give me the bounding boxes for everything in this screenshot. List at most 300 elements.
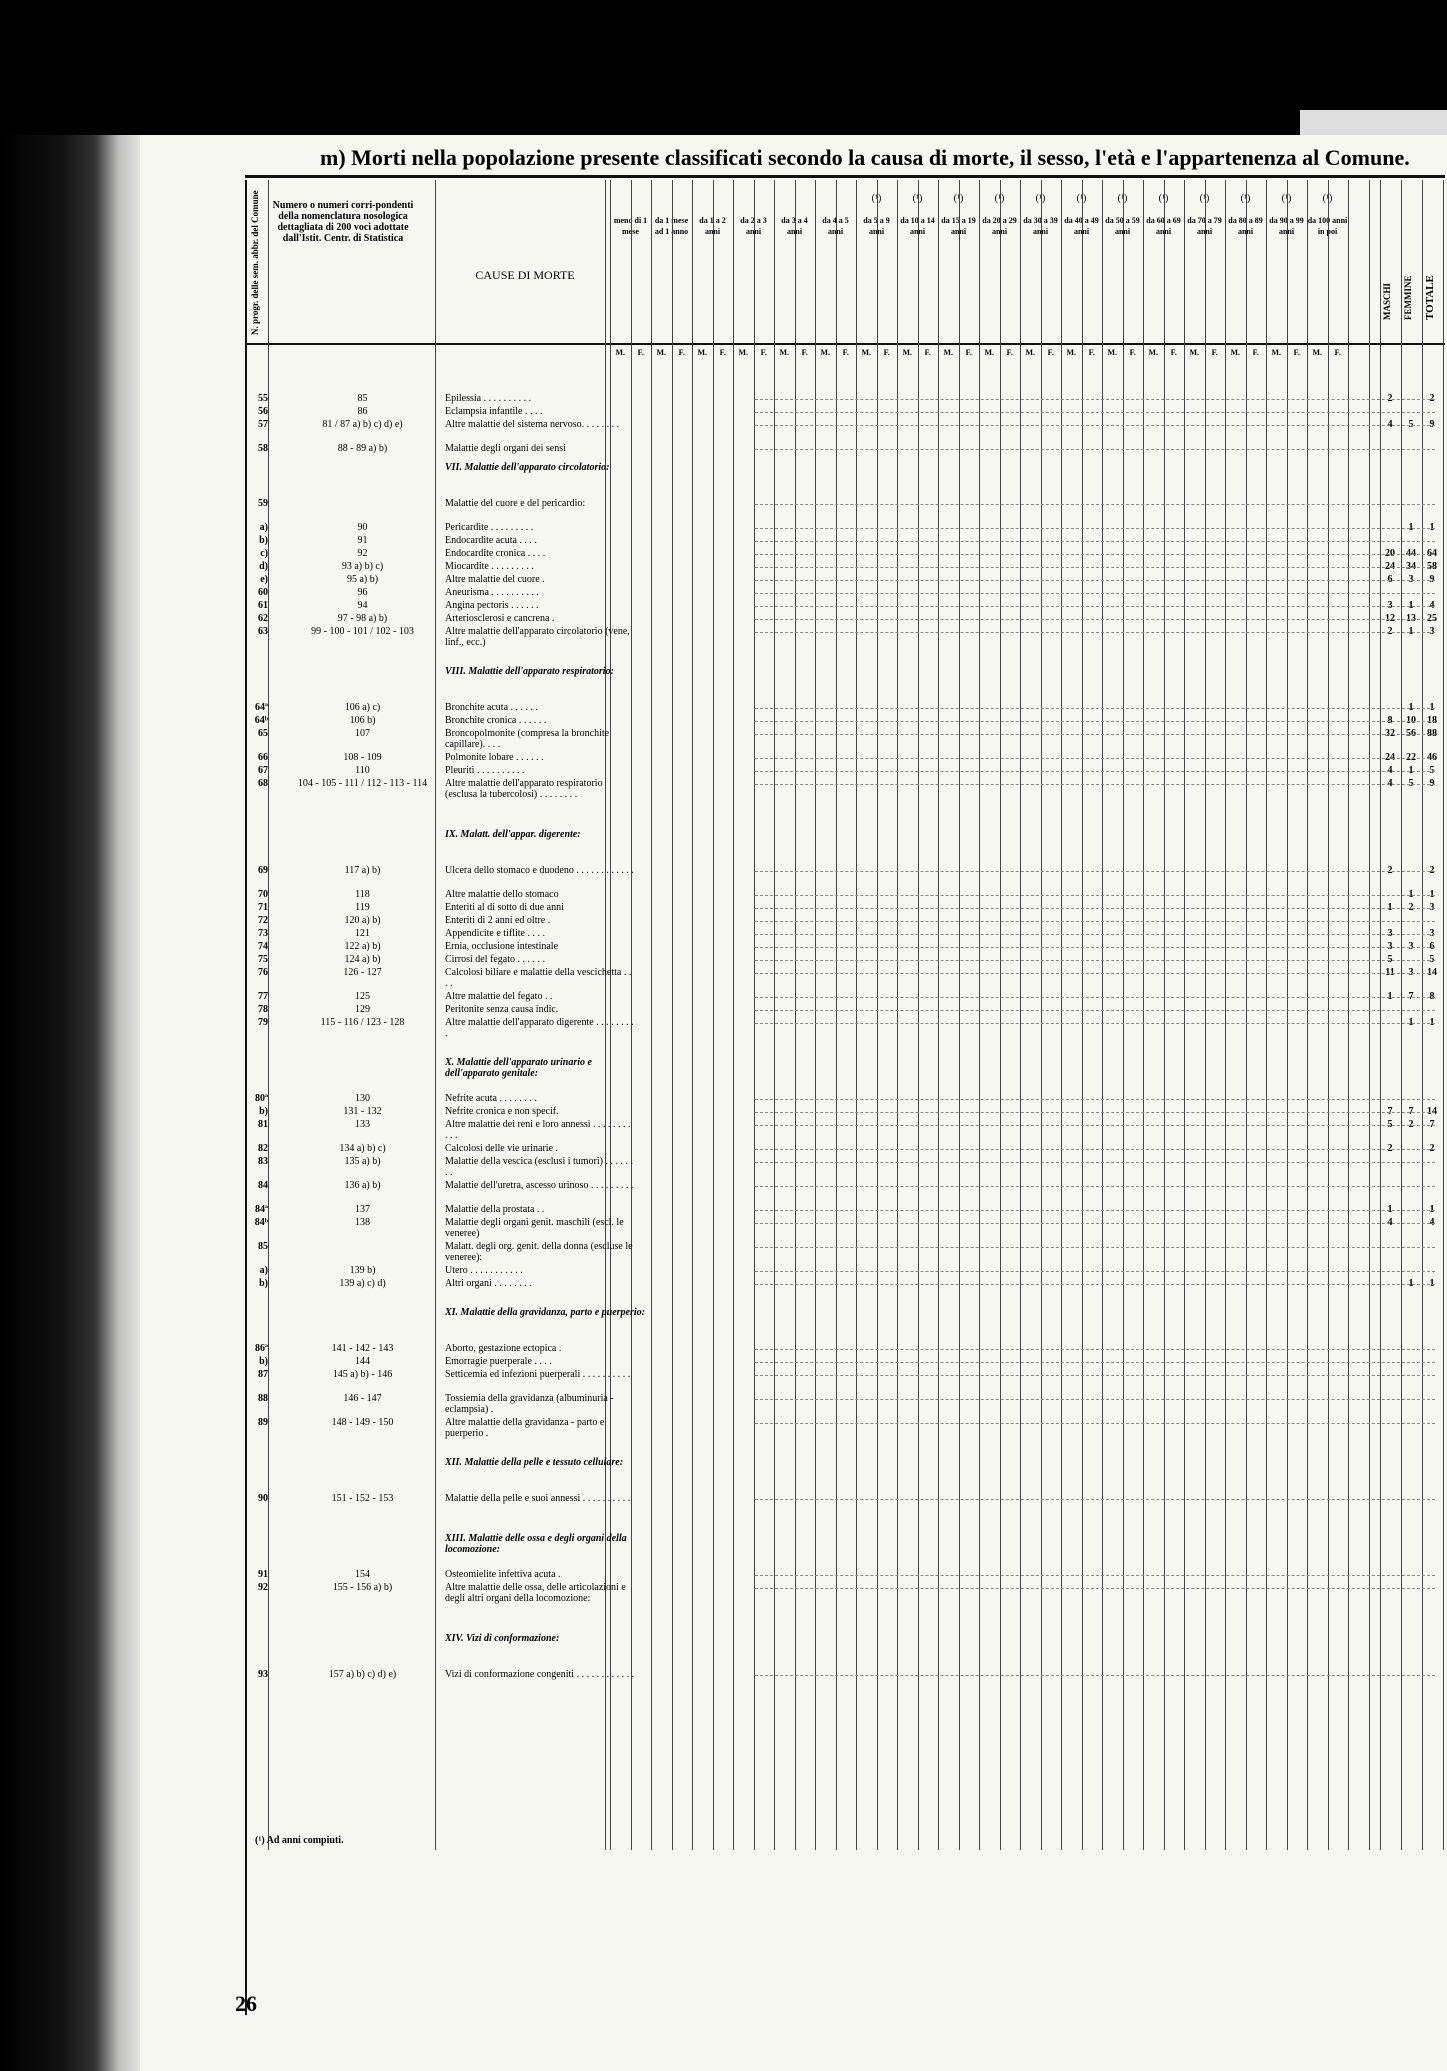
totale-value: 14 — [1427, 967, 1437, 978]
row-dash-rule — [755, 1575, 1435, 1576]
column-rule — [836, 180, 837, 1850]
column-rule — [1422, 180, 1423, 1850]
row-dash-rule — [755, 1149, 1435, 1150]
row-number: 58 — [258, 443, 268, 454]
nomenclature-code: 119 — [355, 902, 370, 913]
cause-label: Nefrite acuta . . . . . . . . — [445, 1093, 537, 1104]
row-number: 61 — [258, 600, 268, 611]
nomenclature-code: 99 - 100 - 101 / 102 - 103 — [311, 626, 414, 637]
nomenclature-code: 117 a) b) — [344, 865, 381, 876]
totale-value: 3 — [1429, 626, 1435, 637]
nomenclature-code: 133 — [355, 1119, 370, 1130]
column-rule — [1348, 180, 1349, 1850]
nomenclature-code: 93 a) b) c) — [341, 561, 384, 572]
age-group-header: da 40 a 49 anni — [1064, 216, 1099, 236]
row-dash-rule — [755, 1186, 1435, 1187]
column-rule — [795, 180, 796, 1850]
totale-value: 6 — [1429, 941, 1435, 952]
footnote: (¹) Ad anni compiuti. — [255, 1835, 344, 1846]
row-number: 75 — [258, 954, 268, 965]
row-number: 92 — [258, 1582, 268, 1593]
book-spine-shadow — [0, 135, 140, 2071]
sex-female-header: F. — [1047, 348, 1054, 357]
row-number: 89 — [258, 1417, 268, 1428]
column-rule — [1246, 180, 1247, 1850]
nomenclature-code: 115 - 116 / 123 - 128 — [320, 1017, 405, 1028]
row-dash-rule — [755, 580, 1435, 581]
cause-label: Setticemia ed infezioni puerperali . . . . . . . . . . — [445, 1369, 631, 1380]
row-dash-rule — [755, 1247, 1435, 1248]
cause-label: Altre malattie dell'apparato respiratorio (esclusa la tubercolosi) . . . . . . . . — [445, 778, 603, 800]
cause-label: Enteriti al di sotto di due anni — [445, 902, 564, 913]
age-group-header: da 50 a 59 anni — [1105, 216, 1140, 236]
row-dash-rule — [755, 895, 1435, 896]
column-rule — [1225, 180, 1226, 1850]
maschi-value: 2 — [1387, 1143, 1393, 1154]
row-number: 77 — [258, 991, 268, 1002]
maschi-value: 32 — [1385, 728, 1395, 739]
femmine-value: 5 — [1408, 778, 1414, 789]
nomenclature-code: 151 - 152 - 153 — [331, 1493, 394, 1504]
row-dash-rule — [755, 871, 1435, 872]
femmine-value: 44 — [1406, 548, 1416, 559]
sex-female-header: F. — [1334, 348, 1341, 357]
column-rule — [1000, 180, 1001, 1850]
maschi-value: 24 — [1385, 752, 1395, 763]
section-heading: XI. Malattie della gravidanza, parto e puerperio: — [445, 1307, 645, 1318]
maschi-value: 7 — [1387, 1106, 1393, 1117]
age-group-header: da 30 a 39 anni — [1023, 216, 1058, 236]
header-rownum: N. progr. delle sem. abbr. del Comune — [250, 190, 260, 335]
column-rule — [1184, 180, 1185, 1850]
nomenclature-code: 154 — [355, 1569, 370, 1580]
row-number: 82 — [258, 1143, 268, 1154]
column-rule — [877, 180, 878, 1850]
maschi-value: 5 — [1387, 954, 1393, 965]
table-title: m) Morti nella popolazione presente classificati secondo la causa di morte, il sesso, l'età e l'appartenenza al Comune. — [320, 145, 1410, 170]
sex-male-header: M. — [656, 348, 667, 357]
row-dash-rule — [755, 1399, 1435, 1400]
femmine-value: 10 — [1406, 715, 1416, 726]
row-number: 72 — [258, 915, 268, 926]
row-dash-rule — [755, 947, 1435, 948]
row-number: 74 — [258, 941, 268, 952]
row-dash-rule — [755, 567, 1435, 568]
column-rule — [435, 180, 436, 1850]
totale-value: 8 — [1429, 991, 1435, 1002]
row-dash-rule — [755, 758, 1435, 759]
femmine-value: 3 — [1408, 574, 1414, 585]
sex-female-header: F. — [883, 348, 890, 357]
nomenclature-code: 130 — [355, 1093, 370, 1104]
column-rule — [713, 180, 714, 1850]
totale-value: 2 — [1429, 393, 1435, 404]
cause-label: Endocardite acuta . . . . — [445, 535, 537, 546]
totale-value: 3 — [1429, 928, 1435, 939]
cause-label: Aborto, gestazione ectopica . — [445, 1343, 562, 1354]
totale-value: 25 — [1427, 613, 1437, 624]
sex-male-header: M. — [1148, 348, 1159, 357]
cause-label: Malattie della prostata . . — [445, 1204, 545, 1215]
nomenclature-code: 88 - 89 a) b) — [337, 443, 388, 454]
age-footmark: (¹) — [1240, 193, 1251, 204]
maschi-value: 1 — [1387, 902, 1393, 913]
column-rule — [1102, 180, 1103, 1850]
age-footmark: (¹) — [1035, 193, 1046, 204]
cause-label: Polmonite lobare . . . . . . — [445, 752, 544, 763]
maschi-value: 12 — [1385, 613, 1395, 624]
nomenclature-code: 106 a) c) — [344, 702, 381, 713]
cause-label: Arteriosclerosi e cancrena . — [445, 613, 555, 624]
column-rule — [1041, 180, 1042, 1850]
column-rule — [1205, 180, 1206, 1850]
section-heading: XIV. Vizi di conformazione: — [445, 1633, 560, 1644]
header-codes: Numero o numeri corri-pondenti della nomenclatura nosologica dettagliata di 200 voci adottate dall'Istit. Centr. di Statistica — [272, 200, 414, 244]
row-dash-rule — [755, 449, 1435, 450]
row-dash-rule — [755, 1125, 1435, 1126]
cause-label: Altre malattie del sistema nervoso. . . . . . . . — [445, 419, 620, 430]
cause-label: Eclampsia infantile . . . . — [445, 406, 543, 417]
maschi-value: 1 — [1387, 991, 1393, 1002]
sex-female-header: F. — [1170, 348, 1177, 357]
nomenclature-code: 97 - 98 a) b) — [337, 613, 388, 624]
age-footmark: (¹) — [994, 193, 1005, 204]
femmine-value: 22 — [1406, 752, 1416, 763]
row-dash-rule — [755, 1423, 1435, 1424]
maschi-value: 2 — [1387, 393, 1393, 404]
femmine-value: 56 — [1406, 728, 1416, 739]
cause-label: Malattie del cuore e del pericardio: — [445, 498, 586, 509]
cause-label: Endocardite cronica . . . . — [445, 548, 546, 559]
title-rule — [245, 175, 1445, 178]
sex-female-header: F. — [965, 348, 972, 357]
nomenclature-code: 106 b) — [349, 715, 376, 726]
row-number: 60 — [258, 587, 268, 598]
age-footmark: (¹) — [1117, 193, 1128, 204]
femmine-value: 1 — [1408, 600, 1414, 611]
column-rule — [1061, 180, 1062, 1850]
cause-label: Nefrite cronica e non specif. — [445, 1106, 559, 1117]
age-group-header: da 80 a 89 anni — [1228, 216, 1263, 236]
sex-female-header: F. — [801, 348, 808, 357]
row-dash-rule — [755, 1023, 1435, 1024]
cause-label: Aneurisma . . . . . . . . . . — [445, 587, 539, 598]
row-dash-rule — [755, 721, 1435, 722]
row-dash-rule — [755, 412, 1435, 413]
nomenclature-code: 108 - 109 — [343, 752, 382, 763]
nomenclature-code: 157 a) b) c) d) e) — [328, 1669, 397, 1680]
nomenclature-code: 139 a) c) d) — [339, 1278, 386, 1289]
row-number: 66 — [258, 752, 268, 763]
column-rule — [1266, 180, 1267, 1850]
totale-value: 1 — [1429, 522, 1435, 533]
age-footmark: (¹) — [871, 193, 882, 204]
maschi-value: 2 — [1387, 865, 1393, 876]
nomenclature-code: 124 a) b) — [344, 954, 381, 965]
row-number: 78 — [258, 1004, 268, 1015]
totale-value: 4 — [1429, 1217, 1435, 1228]
row-number: 85 — [258, 1241, 268, 1252]
row-number: 81 — [258, 1119, 268, 1130]
row-dash-rule — [755, 606, 1435, 607]
column-rule — [1369, 180, 1370, 1850]
column-rule — [774, 180, 775, 1850]
femmine-value: 13 — [1406, 613, 1416, 624]
cause-label: Malattie della vescica (esclusi i tumori) . . . . . . . . — [445, 1156, 633, 1178]
nomenclature-code: 90 — [357, 522, 368, 533]
sex-female-header: F. — [1088, 348, 1095, 357]
nomenclature-code: 138 — [355, 1217, 370, 1228]
sex-female-header: F. — [760, 348, 767, 357]
maschi-value: 1 — [1387, 1204, 1393, 1215]
row-number: 71 — [258, 902, 268, 913]
cause-label: Enteriti di 2 anni ed oltre . — [445, 915, 551, 926]
nomenclature-code: 145 a) b) - 146 — [332, 1369, 393, 1380]
column-rule — [897, 180, 898, 1850]
nomenclature-code: 131 - 132 — [343, 1106, 382, 1117]
row-number: 57 — [258, 419, 268, 430]
sex-female-header: F. — [924, 348, 931, 357]
row-dash-rule — [755, 1349, 1435, 1350]
femmine-value: 1 — [1408, 522, 1414, 533]
cause-label: Malattie della pelle e suoi annessi . . . . . . . . . . — [445, 1493, 631, 1504]
section-heading: VIII. Malattie dell'apparato respiratorio: — [445, 666, 614, 677]
row-dash-rule — [755, 1362, 1435, 1363]
column-rule — [1143, 180, 1144, 1850]
column-rule — [856, 180, 857, 1850]
nomenclature-code: 135 a) b) — [344, 1156, 381, 1167]
header-cause: CAUSE DI MORTE — [475, 268, 575, 282]
totale-value: 5 — [1429, 954, 1435, 965]
age-footmark: (¹) — [1076, 193, 1087, 204]
section-heading: X. Malattie dell'apparato urinario e dell'apparato genitale: — [445, 1057, 592, 1079]
age-footmark: (¹) — [1158, 193, 1169, 204]
age-group-header: da 70 a 79 anni — [1187, 216, 1222, 236]
cause-label: Altre malattie dell'apparato digerente . . . . . . . . . — [445, 1017, 634, 1039]
column-rule — [1443, 180, 1444, 1850]
row-number: b) — [259, 1278, 268, 1289]
totale-value: 18 — [1427, 715, 1437, 726]
nomenclature-code: 118 — [355, 889, 370, 900]
totale-value: 9 — [1429, 419, 1435, 430]
row-number: 67 — [258, 765, 268, 776]
femmine-value: 1 — [1408, 1017, 1414, 1028]
totale-value: 3 — [1429, 902, 1435, 913]
row-dash-rule — [755, 1675, 1435, 1676]
column-rule — [1020, 180, 1021, 1850]
nomenclature-code: 129 — [355, 1004, 370, 1015]
row-dash-rule — [755, 593, 1435, 594]
totale-value: 46 — [1427, 752, 1437, 763]
column-rule — [754, 180, 755, 1850]
totale-value: 9 — [1429, 778, 1435, 789]
totale-value: 2 — [1429, 1143, 1435, 1154]
femmine-value: 3 — [1408, 941, 1414, 952]
row-number: 84 — [258, 1180, 268, 1191]
cause-label: Malattie degli organi dei sensi — [445, 443, 566, 454]
cause-label: Broncopolmonite (compresa la bronchite capillare). . . . — [445, 728, 610, 750]
maschi-value: 6 — [1387, 574, 1393, 585]
cause-label: Altre malattie delle ossa, delle articolazioni e degli altri organi della locomozione: — [445, 1582, 626, 1604]
column-rule — [959, 180, 960, 1850]
sex-female-header: F. — [1293, 348, 1300, 357]
row-dash-rule — [755, 1588, 1435, 1589]
row-number: a) — [259, 1265, 268, 1276]
sex-female-header: F. — [1211, 348, 1218, 357]
row-dash-rule — [755, 771, 1435, 772]
row-number: 86ª — [255, 1343, 268, 1354]
section-heading: IX. Malatt. dell'appar. digerente: — [445, 829, 581, 840]
age-footmark: (¹) — [1322, 193, 1333, 204]
maschi-value: 3 — [1387, 941, 1393, 952]
maschi-value: 4 — [1387, 778, 1393, 789]
row-dash-rule — [755, 1271, 1435, 1272]
cause-label: Pericardite . . . . . . . . . — [445, 522, 534, 533]
cause-label: Altre malattie dell'apparato circolatorio (vene, linf., ecc.) — [445, 626, 630, 648]
cause-label: Altre malattie dei reni e loro annessi . . . . . . . . . . . — [445, 1119, 631, 1141]
nomenclature-code: 122 a) b) — [344, 941, 381, 952]
totale-value: 1 — [1429, 1017, 1435, 1028]
row-number: 62 — [258, 613, 268, 624]
nomenclature-code: 144 — [355, 1356, 370, 1367]
row-dash-rule — [755, 1162, 1435, 1163]
cause-label: Emorragie puerperale . . . . — [445, 1356, 552, 1367]
row-dash-rule — [755, 399, 1435, 400]
row-dash-rule — [755, 1112, 1435, 1113]
row-dash-rule — [755, 1499, 1435, 1500]
sex-male-header: M. — [1025, 348, 1036, 357]
sex-female-header: F. — [842, 348, 849, 357]
sex-female-header: F. — [1129, 348, 1136, 357]
cause-label: Bronchite acuta . . . . . . — [445, 702, 539, 713]
nomenclature-code: 121 — [355, 928, 370, 939]
column-rule — [672, 180, 673, 1850]
nomenclature-code: 120 a) b) — [344, 915, 381, 926]
maschi-value: 2 — [1387, 626, 1393, 637]
row-number: 84ᵇ — [254, 1217, 268, 1228]
age-group-header: da 15 a 19 anni — [941, 216, 976, 236]
sex-male-header: M. — [984, 348, 995, 357]
totale-value: 1 — [1429, 1204, 1435, 1215]
row-number: 87 — [258, 1369, 268, 1380]
nomenclature-code: 91 — [357, 535, 368, 546]
column-rule — [1123, 180, 1124, 1850]
femmine-value: 34 — [1406, 561, 1416, 572]
nomenclature-code: 139 b) — [349, 1265, 376, 1276]
totale-value: 58 — [1427, 561, 1437, 572]
column-rule — [1380, 180, 1381, 1850]
header-femmine: FEMMINE — [1403, 275, 1413, 320]
row-dash-rule — [755, 554, 1435, 555]
row-number: b) — [259, 535, 268, 546]
nomenclature-code: 81 / 87 a) b) c) d) e) — [322, 419, 403, 430]
sex-female-header: F. — [637, 348, 644, 357]
femmine-value: 1 — [1408, 702, 1414, 713]
nomenclature-code: 137 — [355, 1204, 370, 1215]
column-rule — [692, 180, 693, 1850]
row-number: 64ª — [255, 702, 268, 713]
header-rule — [245, 343, 1445, 345]
row-number: b) — [259, 1106, 268, 1117]
totale-value: 88 — [1427, 728, 1437, 739]
column-rule — [918, 180, 919, 1850]
maschi-value: 3 — [1387, 928, 1393, 939]
nomenclature-code: 125 — [355, 991, 370, 1002]
nomenclature-code: 94 — [357, 600, 368, 611]
header-totale: TOTALE — [1424, 275, 1436, 320]
sex-female-header: F. — [678, 348, 685, 357]
sex-male-header: M. — [1066, 348, 1077, 357]
sex-male-header: M. — [1189, 348, 1200, 357]
row-number: 90 — [258, 1493, 268, 1504]
age-group-header: da 3 a 4 anni — [781, 216, 808, 236]
row-number: 70 — [258, 889, 268, 900]
nomenclature-code: 96 — [357, 587, 368, 598]
column-rule — [1082, 180, 1083, 1850]
femmine-value: 7 — [1408, 1106, 1414, 1117]
maschi-value: 24 — [1385, 561, 1395, 572]
age-footmark: (¹) — [1199, 193, 1210, 204]
cause-label: Utero . . . . . . . . . . . — [445, 1265, 523, 1276]
row-dash-rule — [755, 1210, 1435, 1211]
age-group-header: da 90 a 99 anni — [1269, 216, 1304, 236]
nomenclature-code: 107 — [355, 728, 370, 739]
cause-label: Peritonite senza causa indic. — [445, 1004, 559, 1015]
sex-male-header: M. — [738, 348, 749, 357]
totale-value: 9 — [1429, 574, 1435, 585]
row-number: c) — [260, 548, 268, 559]
sex-male-header: M. — [943, 348, 954, 357]
maschi-value: 8 — [1387, 715, 1393, 726]
row-number: 76 — [258, 967, 268, 978]
maschi-value: 4 — [1387, 419, 1393, 430]
sex-female-header: F. — [719, 348, 726, 357]
row-number: 84ª — [255, 1204, 268, 1215]
maschi-value: 5 — [1387, 1119, 1393, 1130]
column-rule — [733, 180, 734, 1850]
column-rule — [1401, 180, 1402, 1850]
femmine-value: 1 — [1408, 889, 1414, 900]
header-maschi: MASCHI — [1382, 282, 1392, 320]
femmine-value: 2 — [1408, 1119, 1414, 1130]
row-number: 68 — [258, 778, 268, 789]
cause-label: Malattie dell'uretra, ascesso urinoso . . . . . . . . . — [445, 1180, 634, 1191]
cause-label: Altre malattie del fegato . . — [445, 991, 553, 1002]
totale-value: 5 — [1429, 765, 1435, 776]
column-rule — [1287, 180, 1288, 1850]
age-group-header: da 20 a 29 anni — [982, 216, 1017, 236]
cause-label: Bronchite cronica . . . . . . — [445, 715, 547, 726]
sex-male-header: M. — [697, 348, 708, 357]
column-rule — [1328, 180, 1329, 1850]
cause-label: Ulcera dello stomaco e duodeno . . . . . . . . . . . . — [445, 865, 634, 876]
page-number: 26 — [235, 1991, 257, 2016]
sex-male-header: M. — [902, 348, 913, 357]
femmine-value: 5 — [1408, 419, 1414, 430]
sex-female-header: F. — [1006, 348, 1013, 357]
cause-label: Malattie degli organi genit. maschili (escl. le veneree) — [445, 1217, 624, 1239]
cause-label: Malatt. degli org. genit. della donna (escluse le veneree): — [445, 1241, 633, 1263]
age-group-header: da 5 a 9 anni — [863, 216, 890, 236]
column-rule — [1307, 180, 1308, 1850]
sex-male-header: M. — [1312, 348, 1323, 357]
femmine-value: 1 — [1408, 626, 1414, 637]
document-page — [140, 135, 1447, 2071]
age-group-header: da 1 a 2 anni — [699, 216, 726, 236]
nomenclature-code: 104 - 105 - 111 / 112 - 113 - 114 — [297, 778, 428, 789]
row-dash-rule — [755, 1284, 1435, 1285]
cause-label: Altre malattie dello stomaco — [445, 889, 559, 900]
